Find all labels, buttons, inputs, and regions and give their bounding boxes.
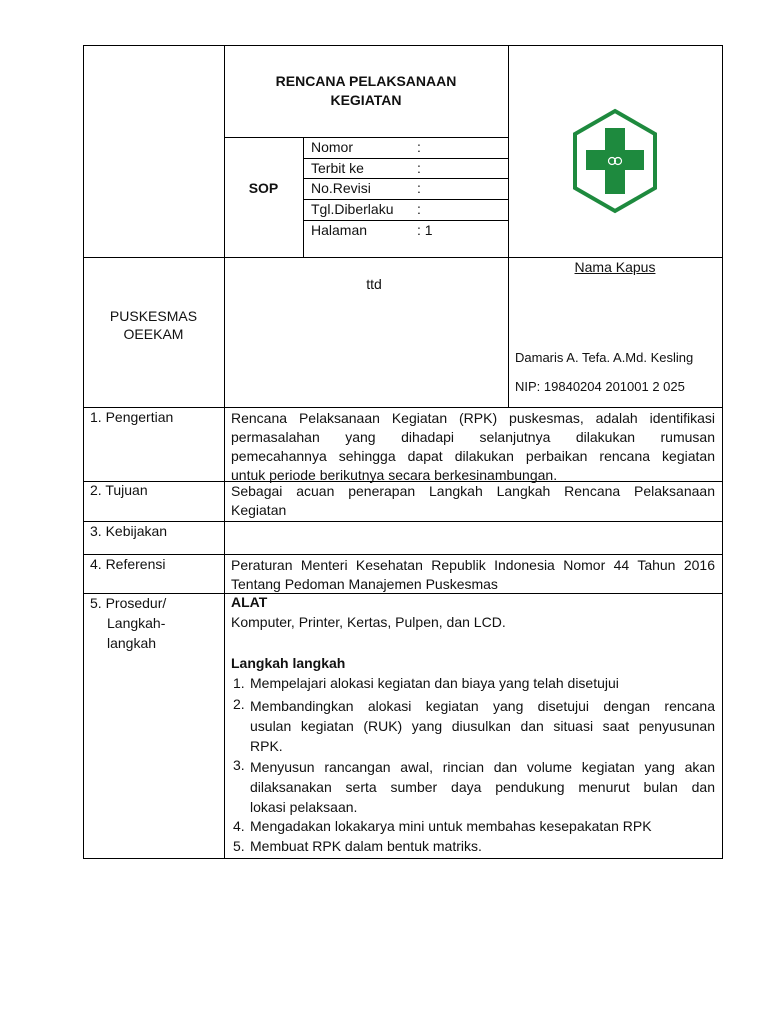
field-label-tgl: Tgl.Diberlaku [311, 201, 394, 217]
step-text [250, 696, 715, 756]
grid-line [224, 137, 508, 138]
alat-text: Komputer, Printer, Kertas, Pulpen, dan LCD. [231, 614, 506, 630]
section-label-kebijakan: 3. Kebijakan [90, 523, 168, 539]
kapus-role: Nama Kapus [574, 259, 656, 275]
referensi-text [231, 556, 715, 594]
grid-line [83, 407, 723, 408]
text-line: usulan kegiatan (RUK) yang diusulkan dan situasi saat penyusunan [250, 718, 715, 734]
section-label-langkah2: langkah [107, 635, 157, 651]
grid-line [303, 178, 508, 179]
field-label-halaman: Halaman [311, 222, 368, 238]
text-line: pemecahannya sehingga dapat dilakukan perbaikan rencana kegiatan [231, 448, 715, 464]
grid-line [83, 257, 723, 258]
institution-line1: PUSKESMAS [109, 308, 198, 324]
grid-line [83, 858, 723, 859]
field-label-nomor: Nomor [311, 139, 354, 155]
doc-title-line2: KEGIATAN [330, 92, 402, 108]
grid-line [303, 220, 508, 221]
grid-line [303, 137, 304, 257]
doc-title-line1: RENCANA PELAKSANAAN [275, 73, 457, 89]
section-label-pengertian: 1. Pengertian [90, 409, 174, 425]
alat-heading: ALAT [231, 594, 268, 610]
ttd-label: ttd [366, 276, 382, 292]
grid-line [303, 158, 508, 159]
grid-line [224, 45, 225, 859]
step-text: Mempelajari alokasi kegiatan dan biaya yang telah disetujui [250, 675, 619, 691]
step-number: 2. [233, 696, 245, 712]
section-label-referensi: 4. Referensi [90, 556, 166, 572]
tujuan-text [231, 482, 715, 520]
puskesmas-logo-icon [572, 108, 658, 214]
field-value-nomor: : [417, 139, 421, 155]
text-line: Kegiatan [231, 502, 287, 518]
step-number: 5. [233, 838, 245, 854]
field-value-halaman: : 1 [417, 222, 433, 238]
step-number: 4. [233, 818, 245, 834]
text-line: Menyusun rancangan awal, rincian dan volume kegiatan yang akan [250, 759, 715, 775]
pengertian-text [231, 409, 715, 485]
grid-line [83, 45, 723, 46]
institution-line2: OEEKAM [123, 326, 184, 342]
step-number: 3. [233, 757, 245, 773]
step-number: 1. [233, 675, 245, 691]
text-line: Peraturan Menteri Kesehatan Republik Indonesia Nomor 44 Tahun 2016 [231, 557, 715, 573]
text-line: permasalahan yang dihadapi selanjutnya dilakukan rumusan [231, 429, 715, 445]
step-text: Membuat RPK dalam bentuk matriks. [250, 838, 482, 854]
field-label-revisi: No.Revisi [311, 180, 371, 196]
section-label-tujuan: 2. Tujuan [90, 482, 148, 498]
text-line: Membandingkan alokasi kegiatan yang disetujui dengan rencana [250, 698, 715, 714]
section-label-langkah: Langkah- [107, 615, 166, 631]
grid-line [722, 45, 723, 859]
text-line: Tentang Pedoman Manajemen Puskesmas [231, 576, 498, 592]
text-line: dilaksanakan serta sumber daya pendukung menurut bulan dan [250, 779, 715, 795]
text-line: Sebagai acuan penerapan Langkah Langkah Rencana Pelaksanaan [231, 483, 715, 499]
kapus-name: Damaris A. Tefa. A.Md. Kesling [515, 350, 694, 365]
langkah-heading: Langkah langkah [231, 655, 346, 671]
text-line: RPK. [250, 738, 283, 754]
grid-line [508, 45, 509, 407]
sop-label: SOP [248, 180, 279, 196]
step-text: Mengadakan lokakarya mini untuk membahas kesepakatan RPK [250, 818, 652, 834]
field-value-terbit: : [417, 160, 421, 176]
text-line: untuk periode berikutnya secara berkesinambungan. [231, 467, 558, 483]
grid-line [83, 554, 723, 555]
grid-line [83, 45, 84, 859]
field-value-revisi: : [417, 180, 421, 196]
grid-line [83, 521, 723, 522]
text-line: Rencana Pelaksanaan Kegiatan (RPK) puskesmas, adalah identifikasi [231, 410, 715, 426]
grid-line [303, 199, 508, 200]
kapus-nip: NIP: 19840204 201001 2 025 [515, 379, 685, 394]
text-line: lokasi pelaksaan. [250, 799, 358, 815]
step-text [250, 757, 715, 817]
field-label-terbit: Terbit ke [311, 160, 364, 176]
field-value-tgl: : [417, 201, 421, 217]
section-label-prosedur: 5. Prosedur/ [90, 595, 167, 611]
